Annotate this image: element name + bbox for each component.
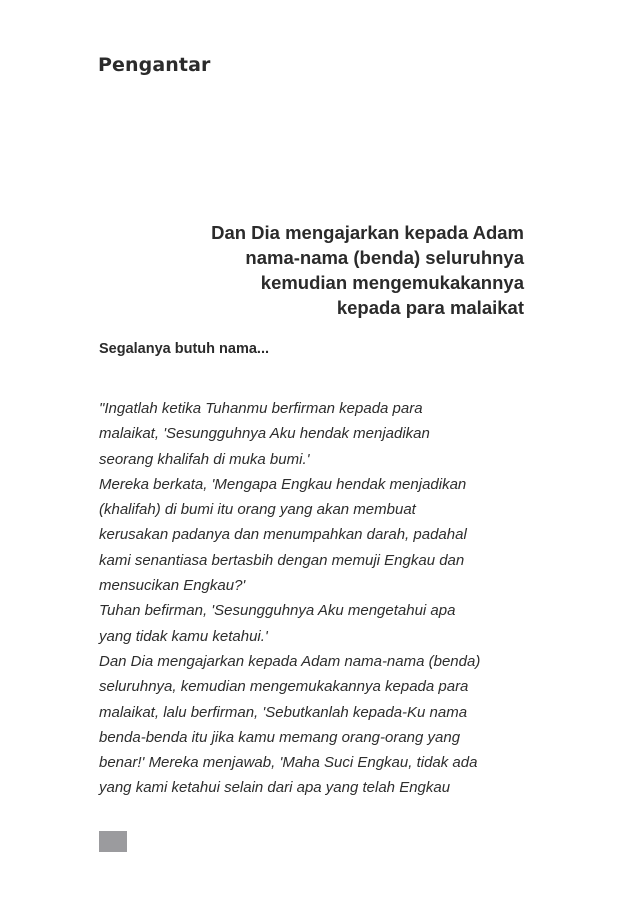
epigraph-line: kemudian mengemukakannya bbox=[260, 272, 524, 293]
quote-line: Mereka berkata, 'Mengapa Engkau hendak menjadikan bbox=[99, 475, 467, 493]
epigraph-line: nama-nama (benda) seluruhnya bbox=[245, 247, 524, 268]
quote-line: "Ingatlah ketika Tuhanmu berfirman kepada para bbox=[99, 400, 423, 417]
page-number-marker bbox=[99, 831, 127, 852]
quote-line: mensucikan Engkau?' bbox=[99, 577, 246, 595]
quote-line: benda-benda itu jika kamu memang orang-orang yang bbox=[99, 728, 461, 746]
quote-line: kerusakan padanya dan menumpahkan darah, padahal bbox=[99, 526, 467, 544]
chapter-title: Pengantar bbox=[98, 54, 211, 76]
quote-line: Dan Dia mengajarkan kepada Adam nama-nama (benda) bbox=[99, 652, 481, 670]
quote-line: benar!' Mereka menjawab, 'Maha Suci Engkau, tidak ada bbox=[99, 754, 478, 772]
quote-line: malaikat, lalu berfirman, 'Sebutkanlah kepada-Ku nama bbox=[99, 703, 468, 721]
section-heading: Segalanya butuh nama... bbox=[99, 341, 270, 357]
quote-line: seorang khalifah di muka bumi.' bbox=[99, 450, 310, 468]
quote-line: Tuhan befirman, 'Sesungguhnya Aku mengetahui apa bbox=[99, 602, 456, 620]
quote-line: malaikat, 'Sesungguhnya Aku hendak menjadikan bbox=[99, 425, 430, 443]
quote-line: (khalifah) di bumi itu orang yang akan membuat bbox=[99, 501, 416, 519]
quote-paragraph bbox=[99, 598, 539, 649]
quote-line: yang tidak kamu ketahui.' bbox=[99, 627, 268, 645]
epigraph-line: Dan Dia mengajarkan kepada Adam bbox=[211, 222, 524, 243]
quote-paragraph bbox=[99, 649, 539, 801]
epigraph-line: kepada para malaikat bbox=[336, 297, 524, 318]
epigraph bbox=[104, 220, 524, 320]
quote-paragraph bbox=[99, 396, 539, 472]
quote-line: yang kami ketahui selain dari apa yang telah Engkau bbox=[99, 779, 451, 797]
quote-block bbox=[99, 396, 539, 801]
quote-line: seluruhnya, kemudian mengemukakannya kepada para bbox=[99, 678, 469, 696]
quote-paragraph bbox=[99, 472, 539, 598]
quote-line: kami senantiasa bertasbih dengan memuji Engkau dan bbox=[99, 551, 465, 569]
